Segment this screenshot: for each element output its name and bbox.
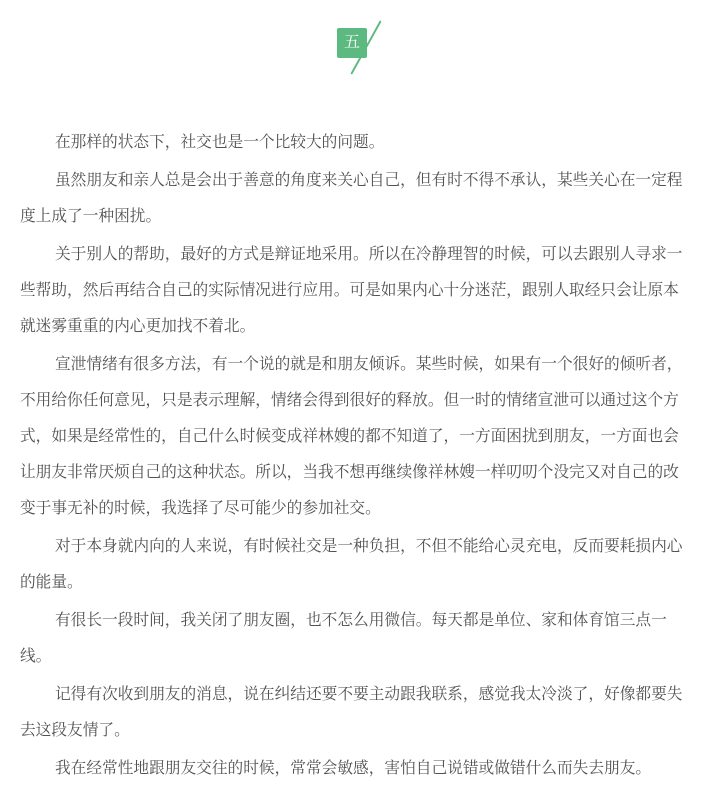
paragraph: 对于本身就内向的人来说，有时候社交是一种负担，不但不能给心灵充电，反而要耗损内心的能量。 [20, 538, 683, 591]
paragraph: 有很长一段时间，我关闭了朋友圈，也不怎么用微信。每天都是单位、家和体育馆三点一线。 [20, 612, 667, 665]
paragraph: 记得有次收到朋友的消息，说在纠结还要不要主动跟我联系，感觉我太冷淡了，好像都要失去这段友情了。 [20, 686, 683, 739]
paragraph: 宣泄情绪有很多方法，有一个说的就是和朋友倾诉。某些时候，如果有一个很好的倾听者，不用给你任何意见，只是表示理解，情绪会得到很好的释放。但一时的情绪宣泄可以通过这个方式，如果是经常性的，自己什么时候变成祥林嫂的都不知道了，一方面困扰到朋友，一方面也会让朋友非常厌烦自己的这种状态。所以，当我不想再继续像祥林嫂一样叨叨个没完又对自己的改变于事无补的时候，我选择了尽可能少的参加社交。 [20, 356, 683, 517]
article-body [20, 125, 684, 789]
chapter-number-label: 五 [343, 34, 360, 51]
paragraph: 关于别人的帮助，最好的方式是辩证地采用。所以在冷静理智的时候，可以去跟别人寻求一些帮助，然后再结合自己的实际情况进行应用。可是如果内心十分迷茫，跟别人取经只会让原本就迷雾重重的内心更加找不着北。 [20, 246, 683, 335]
paragraph: 我在经常性地跟朋友交往的时候，常常会敏感，害怕自己说错或做错什么而失去朋友。 [55, 760, 652, 777]
paragraph: 在那样的状态下，社交也是一个比较大的问题。 [55, 134, 385, 151]
paragraph: 虽然朋友和亲人总是会出于善意的角度来关心自己，但有时不得不承认，某些关心在一定程度上成了一种困扰。 [20, 172, 683, 225]
